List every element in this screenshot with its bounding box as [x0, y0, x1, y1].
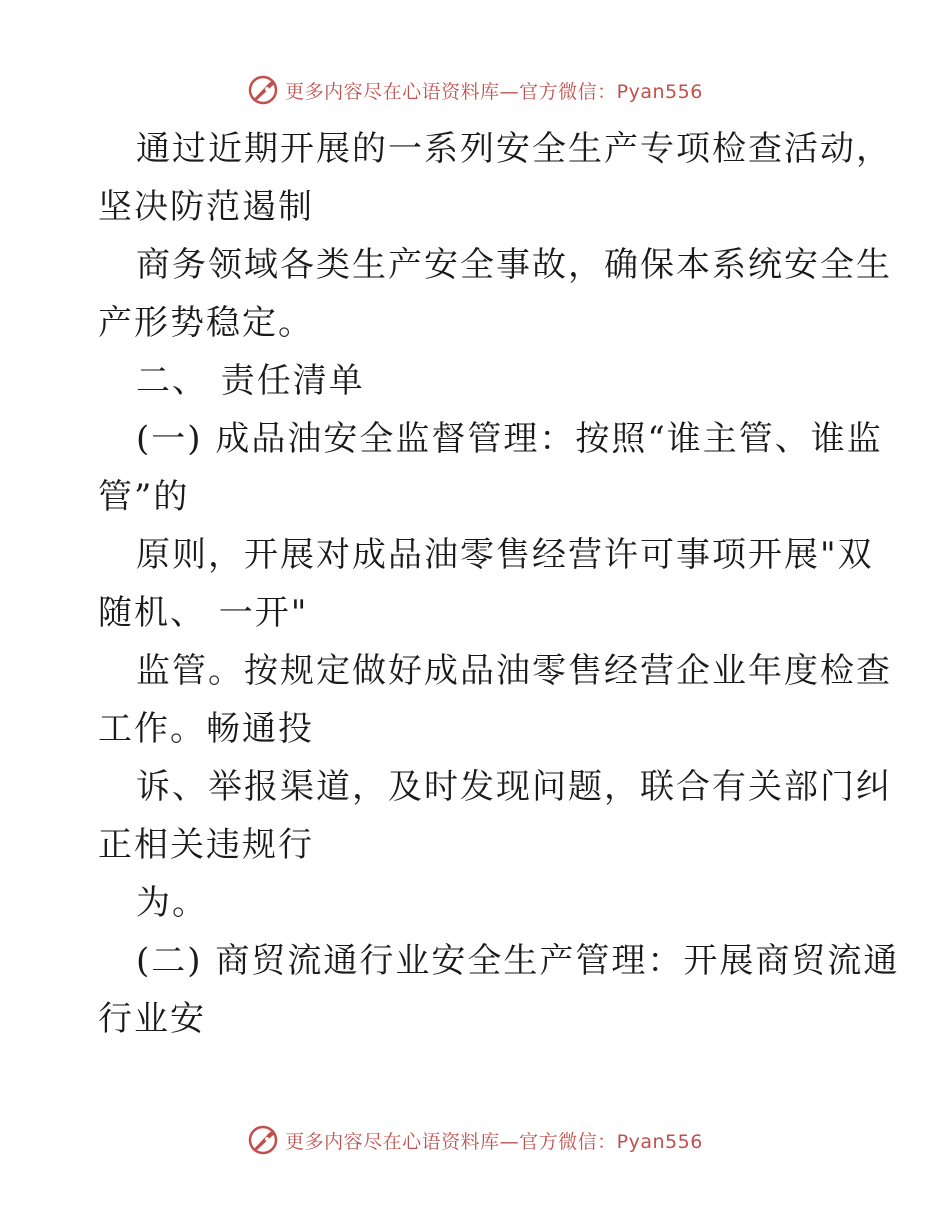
quill-logo-icon: [247, 1124, 279, 1156]
text-line: 为。: [136, 883, 208, 923]
text-line: 随机、 一开": [98, 593, 309, 633]
document-body: [98, 120, 900, 1048]
text-line: 坚决防范遏制: [98, 187, 314, 227]
text-line: 工作。畅通投: [98, 709, 314, 749]
header-watermark: [0, 70, 950, 110]
text-line: 商务领域各类生产安全事故，确保本系统安全生: [136, 245, 892, 285]
text-line: 诉、举报渠道，及时发现问题，联合有关部门纠: [136, 767, 892, 807]
text-line: 产形势稳定。: [98, 303, 314, 343]
text-line: (二) 商贸流通行业安全生产管理：开展商贸流通: [136, 941, 900, 981]
text-line: (一) 成品油安全监督管理：按照“谁主管、谁监: [136, 419, 883, 459]
watermark-text: 更多内容尽在心语资料库—官方微信：Pyan556: [285, 1130, 703, 1153]
watermark-text: 更多内容尽在心语资料库—官方微信：Pyan556: [285, 80, 703, 103]
text-line: 监管。按规定做好成品油零售经营企业年度检查: [136, 651, 892, 691]
text-line: 通过近期开展的一系列安全生产专项检查活动，: [136, 129, 892, 169]
text-line: 行业安: [98, 999, 206, 1039]
section-heading: 二、 责任清单: [136, 361, 365, 401]
quill-logo-icon: [247, 74, 279, 106]
text-line: 管”的: [98, 477, 190, 517]
text-line: 正相关违规行: [98, 825, 314, 865]
footer-watermark: [0, 1120, 950, 1160]
text-line: 原则，开展对成品油零售经营许可事项开展"双: [136, 535, 874, 575]
